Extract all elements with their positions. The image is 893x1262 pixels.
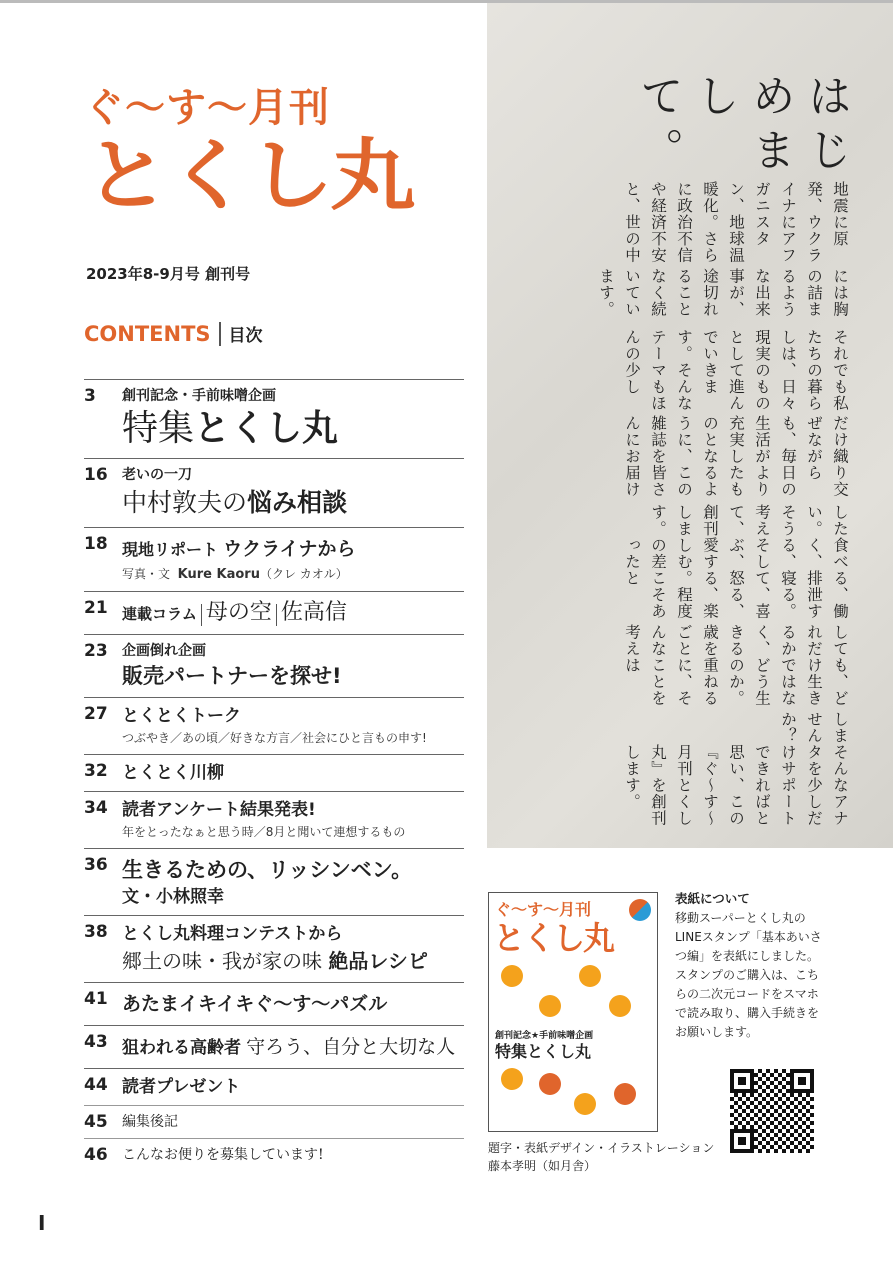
kicker: 連載コラム xyxy=(122,605,197,623)
title-bold: とくとく川柳 xyxy=(122,763,224,783)
title: 中村敦夫の xyxy=(122,488,248,517)
page-number: 16 xyxy=(84,465,108,485)
subtitle: 年をとったなぁと思う時／8月と聞いて連想するもの xyxy=(122,825,406,839)
page-number: 34 xyxy=(84,798,108,818)
credit-name: 藤本孝明（如月舎） xyxy=(488,1159,597,1173)
greeting-line: それでも私たちの暮らしは、日々現実のものとして進んでいきます。そんなテーマもほんの少し xyxy=(623,328,849,412)
kicker: 企画倒れ企画 xyxy=(122,643,206,659)
kicker: 狙われる高齢者 xyxy=(122,1038,241,1058)
author-reading: （クレ カオル） xyxy=(259,567,348,581)
title-bold: 生きるための、リッシンベン。 xyxy=(122,858,413,882)
page-number: 45 xyxy=(84,1112,108,1132)
title-bold: とくし丸 xyxy=(194,408,339,449)
title-bold: 絶品レシピ xyxy=(328,949,428,973)
greeting-line: しませんか？ xyxy=(779,711,849,745)
kicker: 現地リポート xyxy=(122,540,219,559)
toc-item[interactable] xyxy=(84,1068,464,1105)
greeting-line: 地震に原発、ウクライナにアフガニスタン、地球温暖化。さらに政治不信や経済不安と、世の中 xyxy=(623,181,849,264)
title-bold: 読者アンケート結果発表! xyxy=(122,800,316,820)
toc-item[interactable] xyxy=(84,697,464,754)
greeting-line: 食べる、働く、排泄する、寝る。そして、喜ぶ、怒る、愛する、楽しむ。程度の差こそあったと xyxy=(623,537,849,620)
toc-item[interactable] xyxy=(84,1138,464,1171)
greeting-line: だけ織り交ぜながらも、毎日の生活がより充実したものとなるように、この雑誌を皆さんにお届け xyxy=(623,415,849,498)
toc-item[interactable] xyxy=(84,982,464,1025)
credit-label: 写真・文 xyxy=(122,567,171,581)
cover-title2: とくし丸 xyxy=(493,919,614,957)
toc-item[interactable] xyxy=(84,1025,464,1068)
toc-item[interactable] xyxy=(84,791,464,848)
title-bold: ウクライナから xyxy=(223,538,356,560)
toc-item[interactable] xyxy=(84,527,464,591)
contents-ja: 目次 xyxy=(228,326,263,346)
title: 母の空 xyxy=(205,600,272,625)
title: 守ろう、自分と大切な人 xyxy=(246,1036,456,1058)
title: 編集後記 xyxy=(122,1114,178,1130)
divider xyxy=(201,604,202,626)
author: Kure Kaoru xyxy=(177,567,260,582)
title: こんなお便りを募集しています! xyxy=(122,1147,324,1163)
page-number: 21 xyxy=(84,598,108,618)
page-number: 23 xyxy=(84,641,108,661)
title: 郷土の味・我が家の味 xyxy=(122,949,322,973)
divider xyxy=(276,604,277,626)
greeting-line: には胸の詰まるような出来事が、途切れることなく続いています。 xyxy=(597,267,849,318)
greeting-text xyxy=(593,73,853,833)
title-bold: あたまイキイキぐ〜す〜パズル xyxy=(122,993,388,1015)
folio: I xyxy=(38,1211,46,1235)
page-number: 36 xyxy=(84,855,108,875)
divider xyxy=(219,322,221,346)
logo-line2: とくし丸 xyxy=(84,131,412,221)
kicker: とくし丸料理コンテストから xyxy=(122,924,343,944)
toc-item[interactable] xyxy=(84,915,464,982)
kicker: 老いの一刀 xyxy=(122,467,192,483)
credit-role: 題字・表紙デザイン・イラストレーション xyxy=(488,1141,715,1155)
author: 佐高信 xyxy=(280,600,347,625)
greeting-line: しても、どれだけ生きるかではなく、どう生きるのか。歳を重ねるごとに、そんなことを考えは xyxy=(623,624,849,707)
issue-label: 2023年8-9月号 創刊号 xyxy=(86,265,251,283)
page-number: 41 xyxy=(84,989,108,1009)
contents-heading xyxy=(84,321,263,346)
greeting-line: そんなアナタを少しだけサポートできればと思い、この『ぐ〜す〜月刊とくし丸』を創刊します。 xyxy=(623,744,849,827)
title-bold: 悩み相談 xyxy=(247,488,348,517)
toc-item[interactable] xyxy=(84,634,464,697)
greeting-heading: はじめまして。 xyxy=(632,73,851,181)
page-number: 44 xyxy=(84,1075,108,1095)
page-number: 32 xyxy=(84,761,108,781)
page-number: 43 xyxy=(84,1032,108,1052)
about-title: 表紙について xyxy=(675,891,750,906)
kicker: 創刊記念・手前味噌企画 xyxy=(122,388,276,404)
toc-item[interactable] xyxy=(84,379,464,458)
page-number: 38 xyxy=(84,922,108,942)
toc-item[interactable] xyxy=(84,458,464,527)
cover-about xyxy=(675,889,825,1042)
page-number: 46 xyxy=(84,1145,108,1165)
about-text: 移動スーパーとくし丸のLINEスタンプ「基本あいさつ編」を表紙にしました。スタンプのご購入は、こちらの二次元コードをスマホで読み取り、購入手続きをお願いします。 xyxy=(675,911,822,1039)
contents-en: CONTENTS xyxy=(84,321,211,346)
issue-badge-icon xyxy=(629,899,651,921)
greeting-line: したい。そう考えて、創刊します。 xyxy=(649,504,849,538)
page-number: 3 xyxy=(84,386,96,406)
title-bold: 読者プレゼント xyxy=(122,1077,241,1097)
cover-title1: ぐ〜す〜月刊 xyxy=(495,900,592,919)
cover-feature-kicker: 創刊記念★手前味噌企画 xyxy=(495,1031,594,1041)
toc-item[interactable] xyxy=(84,754,464,791)
page-number: 18 xyxy=(84,534,108,554)
cover-feature: 特集とくし丸 xyxy=(495,1042,592,1061)
subtitle: つぶやき／あの頃／好きな方言／社会にひと言もの申す! xyxy=(122,731,427,745)
title-bold: とくとくトーク xyxy=(122,706,241,726)
toc-item[interactable] xyxy=(84,1105,464,1138)
cover-thumbnail xyxy=(488,892,658,1132)
title: 特集 xyxy=(122,408,195,449)
toc-item[interactable] xyxy=(84,591,464,634)
qr-code[interactable] xyxy=(730,1069,814,1153)
greeting-panel xyxy=(487,3,893,848)
page-number: 27 xyxy=(84,704,108,724)
cover-credit xyxy=(488,1139,714,1175)
logo-line1: ぐ〜す〜月刊 xyxy=(84,85,330,131)
toc-item[interactable] xyxy=(84,848,464,915)
table-of-contents xyxy=(84,379,464,1171)
author: 文・小林照幸 xyxy=(122,887,224,907)
magazine-logo xyxy=(84,85,412,231)
title-bold: 販売パートナーを探せ! xyxy=(122,664,342,688)
